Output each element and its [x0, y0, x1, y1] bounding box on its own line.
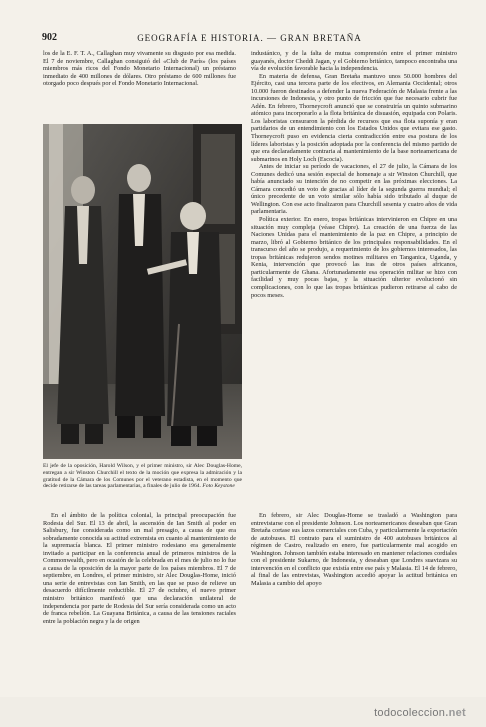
watermark-domain: .net: [445, 707, 466, 719]
footer-bar: [0, 697, 486, 727]
paragraph: Antes de iniciar su período de vacaciones, el 27 de julio, la Cámara de los Comunes dedicó una sesión especial de homenaje a sir Winston Churchill, que había anunciado su intención de no competir en las próximas elecciones. La Cámara concedió un voto de gracias al líder de la segunda guerra mundial; el único precedente de un voto similar sólo había sido tributado al duque de Wellington. Con ese acto finalizaron para Churchill sesenta y cuatro años de vida parlamentaria.: [251, 163, 457, 216]
paragraph: Política exterior. En enero, tropas británicas intervinieron en Chipre en una situación muy compleja (véase Chipre). La creación de una fuerza de las Naciones Unidas para el mantenimiento de la paz en Chipre, a principio de marzo, libró al Gobierno británico de los principales responsabilidades. En el transcurso del año se produjo, a requerimiento de los gobiernos interesados, las tropas británicas redujeron sendos motines militares en Tanganica, Uganda, y Kenia, intervención que provocó las iras de otros países africanos, particularmente de Ghana. Afortunadamente esa operación militar se hizo con facilidad y muy pocas bajas, y la situación ulterior evolucionó sin complicaciones, con lo que las tropas británicas pudieron retirarse al cabo de pocos meses.: [251, 216, 457, 299]
photo-caption: [43, 463, 242, 509]
paragraph: los de la E. F. T. A., Callaghan muy vivamente su disgusto por esa medida. El 7 de noviembre, Callaghan consiguió del «Club de París» (los países miembros más ricos del Fondo Monetario Internacional) un préstamo inmediato de 400 millones de dólares. Otro préstamo de 600 millones fue otorgado poco después por el Fondo Monetario Internacional.: [43, 50, 236, 88]
column-bottom-left: [43, 512, 236, 697]
page-header: [42, 32, 457, 46]
caption-text: El jefe de la oposición, Harold Wilson, y el primer ministro, sir Alec Douglas-Home, entregan a sir Winston Churchill el texto de la moción que expresa la admiración y la gratitud de la Cámara de los Comunes por el veterano estadista, en el momento que decide retirarse de las tareas parlamentarias, a finales de julio de 1964.: [43, 463, 242, 490]
running-title: GEOGRAFÍA E HISTORIA. — GRAN BRETAÑA: [137, 33, 362, 43]
paragraph: En el ámbito de la política colonial, la principal preocupación fue Rodesia del Sur. El 13 de abril, la ascensión de Ian Smith al poder en Salisbury, fue considerada como un mal presagio, a causa de que era sobradamente conocida su actitud extremista en cuanto al mantenimiento de la supremacía blanca. El primer ministro rodesiano era generalmente invitado a participar en la conferencia anual de primeros ministros de la Commonwealth, pero en ocasión de la celebrada en el mes de julio no lo fue a causa de la oposición de la mayor parte de los países miembros. El 7 de septiembre, en Londres, el primer ministro, sir Alec Douglas-Home, inició una serie de entrevistas con Ian Smith, en las que se puso de relieve un desacuerdo difícilmente reductible. El 27 de octubre, el nuevo primer ministro británico manifestó que una declaración unilateral de independencia por parte de Rodesia del Sur sería considerada como un acto de franca rebelión. La Guayana Británica, a causa de las tensiones raciales entre la población negra y la de origen: [43, 512, 236, 625]
photo-credit: Foto Keystone: [202, 483, 235, 490]
column-top-left: [43, 50, 236, 124]
paragraph: industánico, y de la falta de mutua comprensión entre el primer ministro guayanés, doctor Cheddi Jagan, y el Gobierno británico, tampoco encontraba una vía de evolución favorable hacia la independencia.: [251, 50, 457, 73]
watermark-brand: todocoleccion: [374, 707, 446, 719]
photo-churchill-ceremony: [43, 124, 242, 459]
paragraph: En febrero, sir Alec Douglas-Home se trasladó a Washington para entrevistarse con el presidente Johnson. Los norteamericanos deseaban que Gran Bretaña cortase sus lazos comerciales con Cuba, y particularmente la exportación de autobuses. El contrato para el suministro de 400 autobuses británicos al régimen de Castro, realizado en enero, fue particularmente mal acogido en Washington. Johnson también estaba interesado en mantener relaciones cordiales con el presidente Sukarno, de Indonesia, y deseaban que Londres suavizara su intervención en el conflicto que existía entre ese país y Malasia. El 14 de febrero, al final de las entrevistas, Washington accedió apoyar la actitud británica en Malasia a cambio del apoyo: [251, 512, 457, 587]
column-bottom-right: [251, 512, 457, 697]
paragraph: En materia de defensa, Gran Bretaña mantuvo unos 50.000 hombres del Ejército, casi una tercera parte de los efectivos, en Alemania Occidental; otros 10.000 fueron destinados a defender la nueva Federación de Malasia frente a las incursiones de Indonesia, y otro punto de fricción que fue necesario cubrir fue Adén. En febrero, Thorneycroft anunció que se construiría un quinto submarino atómico para incorporarlo a la flota británica de disuasión, equipada con Polaris. Los laboristas censuraron la pérdida de recursos que esa flota suponía y eran partidarios de un entendimiento con los Estados Unidos que evitara ese gasto. Thorneycroft puso en evidencia cierta contradicción entre esa postura de los líderes laboristas y la posición adoptada por la conferencia del mismo partido de que era declaradamente contraria al mantenimiento de la base norteamericana de submarinos en Holy Loch (Escocia).: [251, 72, 457, 163]
watermark: [374, 707, 466, 719]
column-top-right: [251, 50, 457, 508]
page-number: 902: [42, 32, 57, 43]
photograph: [43, 124, 242, 459]
